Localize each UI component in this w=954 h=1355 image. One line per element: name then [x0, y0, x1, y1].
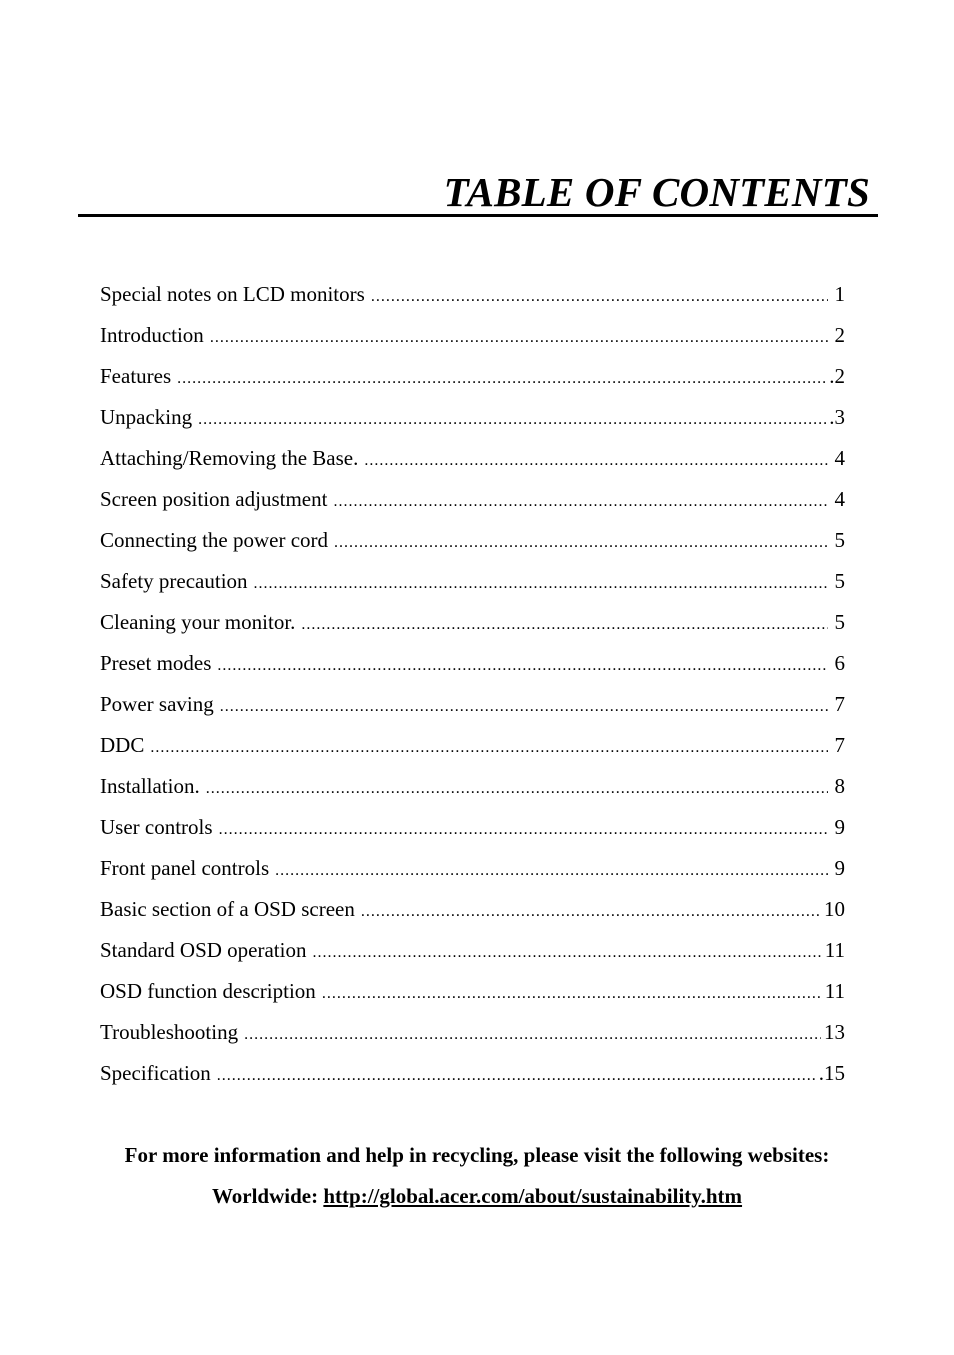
toc-entry-label: Front panel controls [100, 856, 270, 880]
toc-entry[interactable] [100, 565, 845, 606]
toc-entry-page: 7 [834, 733, 845, 757]
toc-leader-dots [244, 1019, 821, 1051]
toc-entry[interactable] [100, 934, 845, 975]
toc-entry-page: 11 [824, 938, 845, 962]
toc-entry-label: User controls [100, 815, 213, 839]
toc-entry-label: Installation. [100, 774, 200, 798]
toc-leader-dots [220, 691, 828, 723]
toc-entry-page: 7 [834, 692, 845, 716]
toc-entry-label: Unpacking [100, 405, 193, 429]
toc-leader-dots [275, 855, 828, 887]
toc-entry-label: Safety precaution [100, 569, 248, 593]
toc-entry-label: Attaching/Removing the Base. [100, 446, 359, 470]
toc-entry-page: 6 [834, 651, 845, 675]
page-title: TABLE OF CONTENTS [443, 169, 870, 215]
toc-leader-dots [177, 363, 826, 395]
toc-entry-page: 13 [824, 1020, 845, 1044]
toc-leader-dots [312, 937, 821, 969]
worldwide-link[interactable]: http://global.acer.com/about/sustainability.htm [323, 1184, 743, 1208]
toc-entry[interactable] [100, 1057, 845, 1098]
toc-entry-page: 9 [834, 856, 845, 880]
toc-entry-page: .2 [829, 364, 845, 388]
worldwide-line [0, 1181, 954, 1211]
toc-entry[interactable] [100, 1016, 845, 1057]
toc-entry-label: OSD function description [100, 979, 316, 1003]
toc-entry[interactable] [100, 442, 845, 483]
toc-entry-label: Standard OSD operation [100, 938, 307, 962]
toc-leader-dots [361, 896, 821, 928]
toc-entry-page: 8 [834, 774, 845, 798]
toc-entry[interactable] [100, 729, 845, 770]
toc-entry-page: 4 [834, 487, 845, 511]
toc-entry[interactable] [100, 524, 845, 565]
toc-entry[interactable] [100, 770, 845, 811]
toc-entry-label: Troubleshooting [100, 1020, 239, 1044]
toc-entry[interactable] [100, 893, 845, 934]
toc-entry-label: Basic section of a OSD screen [100, 897, 355, 921]
toc-entry-page: 5 [834, 528, 845, 552]
toc-entry-page: 11 [824, 979, 845, 1003]
toc-entry-page: .3 [829, 405, 845, 429]
toc-entry[interactable] [100, 852, 845, 893]
toc-leader-dots [198, 404, 826, 436]
title-divider [78, 214, 878, 217]
toc-leader-dots [334, 527, 828, 559]
toc-entry-page: 5 [834, 610, 845, 634]
toc-entry-page: 9 [834, 815, 845, 839]
toc-leader-dots [217, 1060, 816, 1092]
toc-entry-label: Cleaning your monitor. [100, 610, 296, 634]
toc-leader-dots [217, 650, 828, 682]
toc-entry[interactable] [100, 811, 845, 852]
toc-entry[interactable] [100, 606, 845, 647]
toc-leader-dots [301, 609, 828, 641]
toc-leader-dots [371, 281, 828, 313]
toc-entry[interactable] [100, 319, 845, 360]
toc-leader-dots [206, 773, 828, 805]
toc-entry[interactable] [100, 688, 845, 729]
toc-entry-label: Introduction [100, 323, 204, 347]
toc-leader-dots [210, 322, 828, 354]
toc-entry-page: .15 [818, 1061, 845, 1085]
toc-leader-dots [219, 814, 828, 846]
worldwide-label: Worldwide: [211, 1184, 319, 1208]
toc-leader-dots [150, 732, 828, 764]
toc-entry-page: 5 [834, 569, 845, 593]
toc-entry-page: 10 [824, 897, 845, 921]
toc-entry[interactable] [100, 360, 845, 401]
toc-entry-page: 4 [834, 446, 845, 470]
toc-leader-dots [322, 978, 822, 1010]
toc-leader-dots [333, 486, 828, 518]
table-of-contents [100, 278, 845, 1098]
toc-entry-label: Power saving [100, 692, 214, 716]
toc-entry[interactable] [100, 647, 845, 688]
toc-entry-label: Preset modes [100, 651, 212, 675]
toc-entry-label: Special notes on LCD monitors [100, 282, 365, 306]
toc-entry-label: Features [100, 364, 172, 388]
toc-entry-label: Screen position adjustment [100, 487, 328, 511]
toc-entry[interactable] [100, 401, 845, 442]
toc-entry[interactable] [100, 483, 845, 524]
toc-entry-label: Specification [100, 1061, 211, 1085]
toc-entry-page: 2 [834, 323, 845, 347]
toc-entry[interactable] [100, 975, 845, 1016]
toc-leader-dots [254, 568, 828, 600]
toc-entry-label: Connecting the power cord [100, 528, 329, 552]
recycling-info-text: For more information and help in recycling, please visit the following websites: [124, 1143, 830, 1167]
toc-entry-label: DDC [100, 733, 145, 757]
toc-leader-dots [364, 445, 828, 477]
toc-entry-page: 1 [834, 282, 845, 306]
toc-entry[interactable] [100, 278, 845, 319]
